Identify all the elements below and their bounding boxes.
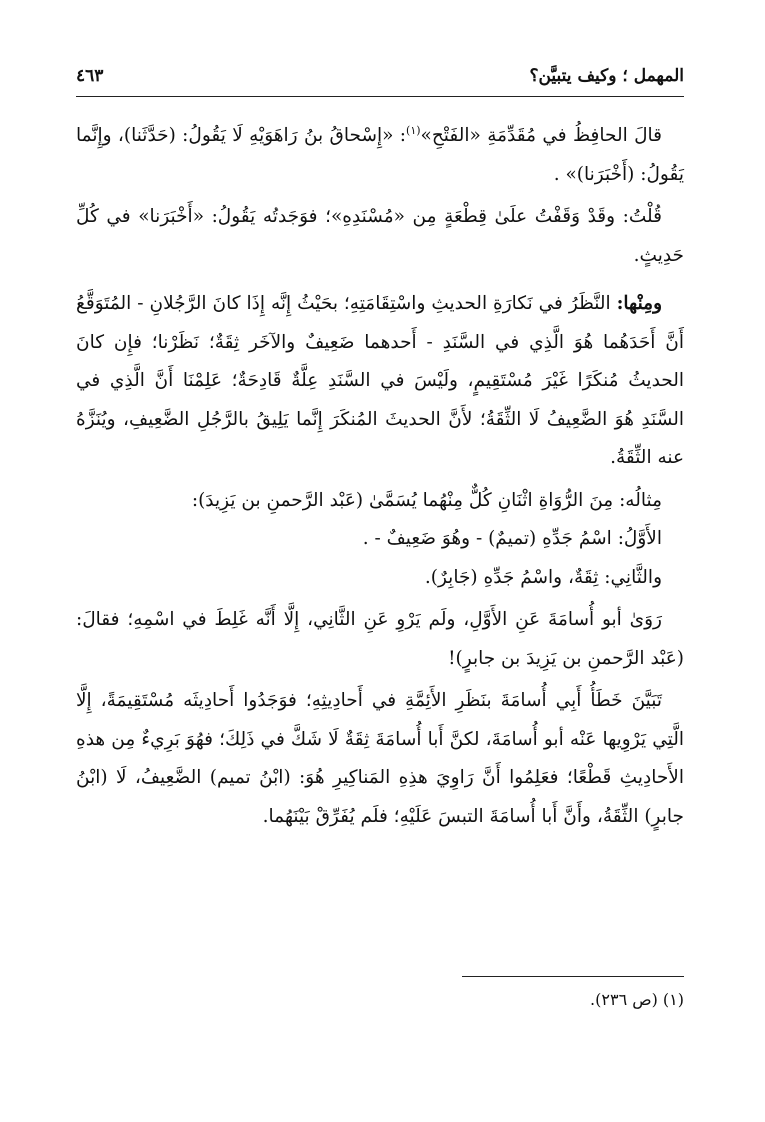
paragraph-text: النَّظَرُ في نَكارَةِ الحديثِ واسْتِقَامَتِهِ؛ بحَيْثُ إِنَّه إِذَا كانَ الرَّجُلانِ - المُتَوَقَّعُ أَنَّ أَحَدَهُما هُوَ الَّذِي في السَّنَدِ - أَحدهما ضَعِيفٌ والآخَر ثِقَةٌ؛ نَظَرْنا؛ فإِن كانَ الحديثُ مُنكَرًا غَيْرَ مُسْتَقِيمٍ، ولَيْسَ في السَّنَدِ عِلَّةٌ قَادِحَةٌ؛ عَلِمْنَا أَنَّ الَّذِي في السَّنَدِ هُوَ الضَّعِيفُ لَا الثِّقَةُ؛ لأَنَّ الحديثَ المُنكَرَ إِنَّما يَلِيقُ بالرَّجُلِ الضَّعِيفِ، ويُنَزَّهُ عنه الثِّقَةُ. — [76, 293, 684, 468]
header-title: المهمل ؛ وكيف يتبيَّن؟ — [529, 66, 684, 86]
paragraph-lead: ومِنْها: — [616, 293, 662, 314]
page-number: ٤٦٣ — [76, 66, 104, 86]
paragraph-text: رَوَىٰ أبو أُسامَةَ عَنِ الأَوَّلِ، ولَم يَرْوِ عَنِ الثَّانِي، إِلَّا أَنَّه غَلِطَ في اسْمِهِ؛ فقالَ: (عَبْد الرَّحمنِ بن يَزِيدَ بن جابرٍ)! — [76, 609, 684, 669]
paragraph-example — [76, 482, 684, 521]
main-text — [76, 117, 684, 836]
paragraph-text: الأَوَّلُ: اسْمُ جَدِّهِ (تميمٌ) - وهُوَ ضَعِيفٌ - . — [362, 528, 662, 549]
paragraph-second — [76, 559, 684, 598]
paragraph-text: مِثالُه: مِنَ الرُّوَاةِ اثْنَانِ كُلٌّ مِنْهُما يُسَمَّىٰ (عَبْد الرَّحمنِ بن يَزِيدَ): — [191, 489, 662, 511]
paragraph-text: والثَّانِي: ثِقَةٌ، واسْمُ جَدِّهِ (جَابِرٌ). — [424, 566, 662, 588]
paragraph-method — [76, 285, 684, 478]
paragraph-conclusion — [76, 682, 684, 836]
footnote-divider — [462, 976, 684, 977]
page — [76, 62, 684, 1062]
paragraph-narration — [76, 601, 684, 678]
paragraph-text: قُلْتُ: وقَدْ وَقَفْتُ علَىٰ قِطْعَةٍ مِن «مُسْنَدِهِ»؛ فوَجَدتُه يَقُولُ: «أَخْبَرَنا» في كُلِّ حَدِيثٍ. — [76, 206, 684, 266]
running-header — [76, 62, 684, 97]
paragraph-quote — [76, 117, 684, 194]
footnote-ref: (١) — [406, 123, 421, 137]
paragraph-text: تَبَيَّنَ خَطَأُ أَبِي أُسامَةَ بنَظَرِ الأَئِمَّةِ في أَحادِيثِهِ؛ فوَجَدُوا أَحادِيثَه مُسْتَقِيمَةً، إِلَّا الَّتِي يَرْوِيها عَنْه أبو أُسامَةَ، لكنَّ أَبا أُسامَةَ ثِقَةٌ لَا شَكَّ في ذَلِكَ؛ فهُوَ بَرِيءٌ مِن هذهِ الأَحادِيثِ قَطْعًا؛ فعَلِمُوا أَنَّ رَاوِيَ هذِهِ المَناكِيرِ هُوَ: (ابْنُ تميم) الضَّعِيفُ، لَا (ابْنُ جابرٍ) الثِّقَةُ، وأَنَّ أَبا أُسامَةَ التبسَ عَلَيْهِ؛ فلَم يُفَرِّقْ بَيْنَهُما. — [76, 690, 684, 827]
paragraph-note — [76, 198, 684, 275]
footnote: (١) (ص ٢٣٦). — [590, 990, 684, 1009]
paragraph-text: : «إِسْحاقُ بنُ رَاهَوَيْهِ لَا يَقُولُ: (حَدَّثَنا)، وإِنَّما يَقُولُ: (أَخْبَرَنا)» . — [76, 125, 684, 185]
paragraph-first — [76, 520, 684, 559]
paragraph-text: قالَ الحافِظُ في مُقَدِّمَةِ «الفَتْحِ» — [420, 125, 662, 146]
